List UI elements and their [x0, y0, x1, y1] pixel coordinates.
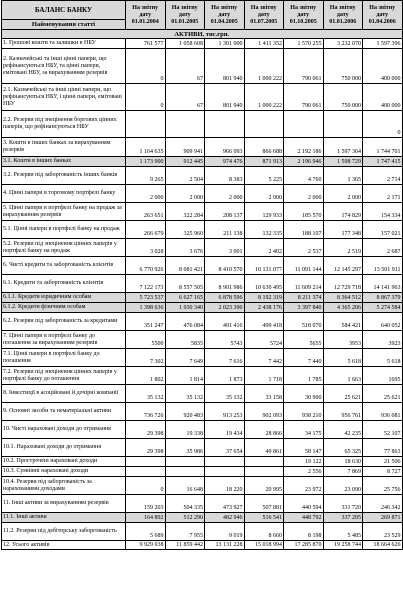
cell-value: 37 654 [205, 439, 245, 457]
column-header: На звітну дату 01.04.2005 [205, 1, 245, 30]
cell-value: 640 052 [363, 313, 403, 331]
cell-value: 5 225 [244, 167, 284, 185]
table-row [2, 49, 403, 84]
cell-value: 5835 [165, 331, 205, 349]
cell-value: 7 122 173 [126, 275, 166, 293]
table-row [2, 221, 403, 239]
table-title: БАЛАНС БАНКУ [2, 1, 126, 20]
cell-value: 25 621 [363, 385, 403, 403]
cell-value: 801 940 [205, 84, 245, 111]
cell-value: 7 616 [205, 349, 245, 367]
cell-value: 5724 [244, 331, 284, 349]
cell-value: 512 290 [165, 513, 205, 523]
cell-value: 1 398 636 [126, 303, 166, 313]
table-row [2, 157, 403, 167]
cell-value: 5 274 584 [363, 303, 403, 313]
cell-value [244, 457, 284, 467]
table-row [2, 138, 403, 157]
row-label: 7. Цінні папери в портфелі банку до погашення за вирахуванням резервів [2, 331, 126, 349]
cell-value [165, 467, 205, 477]
cell-value: 3 232 070 [323, 39, 363, 49]
header-row [2, 1, 403, 20]
cell-value: 920 483 [165, 403, 205, 421]
cell-value: 1 000 222 [244, 84, 284, 111]
cell-value: 2 556 [284, 467, 324, 477]
section-title: АКТИВИ, тис.грн. [2, 30, 403, 39]
cell-value: 909 941 [165, 138, 205, 157]
cell-value: 3 397 840 [284, 303, 324, 313]
cell-value: 8 867 379 [363, 293, 403, 303]
cell-value: 1 411 352 [244, 39, 284, 49]
table-subtitle: Найменування статті [2, 20, 126, 30]
row-label: 3.1. Кошти в інших банках [2, 157, 126, 167]
row-label: 2.1. Казначейські та інші цінні папери, що рефінансуються НБУ, і цінні папери, емітовані НБУ [2, 84, 126, 111]
cell-value [205, 457, 245, 467]
cell-value: 938 210 [284, 403, 324, 421]
cell-value [126, 457, 166, 467]
cell-value: 18 220 [205, 477, 245, 495]
cell-value: 491 416 [205, 313, 245, 331]
cell-value: 1 173 900 [126, 157, 166, 167]
cell-value: 504 335 [165, 495, 205, 513]
table-row [2, 257, 403, 275]
row-label: 10. Чисті нараховані доходи до отримання [2, 421, 126, 439]
cell-value: 1 873 [205, 367, 245, 385]
cell-value: 801 940 [205, 49, 245, 84]
cell-value: 1 814 [165, 367, 205, 385]
cell-value: 1 597 396 [363, 39, 403, 49]
cell-value: 1 747 415 [363, 157, 403, 167]
cell-value: 174 829 [323, 203, 363, 221]
cell-value: 3953 [323, 331, 363, 349]
cell-value: 25 621 [323, 385, 363, 403]
cell-value: 7 869 [323, 467, 363, 477]
cell-value: 132 335 [244, 221, 284, 239]
cell-value: 8 557 505 [165, 275, 205, 293]
cell-value: 185 570 [284, 203, 324, 221]
cell-value: 1695 [363, 367, 403, 385]
cell-value: 400 000 [363, 49, 403, 84]
cell-value: 1 930 340 [165, 303, 205, 313]
cell-value: 750 000 [323, 84, 363, 111]
cell-value: 516 541 [244, 513, 284, 523]
cell-value: 507 881 [244, 495, 284, 513]
cell-value: 14 141 963 [363, 275, 403, 293]
cell-value: 400 000 [363, 84, 403, 111]
row-label: 11.1. Інші активи [2, 513, 126, 523]
cell-value: 12 145 297 [323, 257, 363, 275]
table-row [2, 313, 403, 331]
row-label: 6. Чисті кредити та заборгованість клієнтів [2, 257, 126, 275]
row-label: 6.2. Резерви під заборгованість за кредитами [2, 313, 126, 331]
cell-value: 11 609 214 [284, 275, 324, 293]
table-row [2, 477, 403, 495]
row-label: 7.1. Цінні папери в портфелі банку до погашення [2, 349, 126, 367]
row-label: 4. Цінні папери в торговому портфелі банку [2, 185, 126, 203]
cell-value: 2 519 [323, 239, 363, 257]
cell-value: 35 132 [205, 385, 245, 403]
cell-value: 208 137 [205, 203, 245, 221]
table-row [2, 239, 403, 257]
cell-value: 5 485 [323, 523, 363, 541]
cell-value [126, 111, 166, 138]
cell-value: 8 383 [205, 167, 245, 185]
cell-value: 2 000 [323, 185, 363, 203]
cell-value: 211 138 [205, 221, 245, 239]
cell-value: 19 338 [165, 421, 205, 439]
cell-value: 482 946 [205, 513, 245, 523]
cell-value: 6 627 165 [165, 293, 205, 303]
cell-value: 77 863 [363, 439, 403, 457]
cell-value: 7 442 [244, 349, 284, 367]
balance-table [1, 0, 403, 550]
cell-value: 1 598 729 [323, 157, 363, 167]
cell-value: 337 205 [323, 513, 363, 523]
cell-value: 23 090 [323, 477, 363, 495]
cell-value: 1 000 222 [244, 49, 284, 84]
cell-value [165, 457, 205, 467]
row-label: 10.2. Прострочені нараховані доходи [2, 457, 126, 467]
cell-value: 5655 [284, 331, 324, 349]
cell-value: 159 203 [126, 495, 166, 513]
table-row [2, 39, 403, 49]
cell-value: 7 649 [165, 349, 205, 367]
table-row [2, 167, 403, 185]
cell-value: 2 000 [126, 185, 166, 203]
row-label: 5.2. Резерви під знецінення цінних паперів у портфелі банку на продаж [2, 239, 126, 257]
cell-value: 9 929 038 [126, 541, 166, 550]
cell-value [205, 467, 245, 477]
cell-value: 2 537 [284, 239, 324, 257]
cell-value: 16 648 [165, 477, 205, 495]
cell-value: 1 744 701 [363, 138, 403, 157]
cell-value: 1 718 [244, 367, 284, 385]
cell-value: 476 084 [165, 313, 205, 331]
table-row [2, 523, 403, 541]
cell-value: 448 792 [284, 513, 324, 523]
cell-value [244, 467, 284, 477]
cell-value: 2 171 [363, 185, 403, 203]
cell-value: 351 247 [126, 313, 166, 331]
cell-value: 9 019 [205, 523, 245, 541]
column-header: На звітну дату 01.07.2005 [244, 1, 284, 30]
cell-value: 3 028 [126, 239, 166, 257]
section-row [2, 30, 403, 39]
cell-value: 263 651 [126, 203, 166, 221]
cell-value: 2 000 [244, 185, 284, 203]
row-label: 10.1. Нараховані доходи до отримання [2, 439, 126, 457]
cell-value: 35 986 [165, 439, 205, 457]
cell-value [205, 111, 245, 138]
cell-value: 5 689 [126, 523, 166, 541]
cell-value: 10 131 077 [244, 257, 284, 275]
cell-value: 2 023 390 [205, 303, 245, 313]
cell-value: 19 434 [205, 421, 245, 439]
table-row [2, 293, 403, 303]
cell-value: 5743 [205, 331, 245, 349]
cell-value: 7 955 [165, 523, 205, 541]
cell-value: 129 933 [244, 203, 284, 221]
cell-value: 499 418 [244, 313, 284, 331]
cell-value: 1 301 000 [205, 39, 245, 49]
cell-value: 2 714 [363, 167, 403, 185]
cell-value: 6 878 596 [205, 293, 245, 303]
cell-value: 188 107 [284, 221, 324, 239]
cell-value: 58 147 [284, 439, 324, 457]
cell-value: 18 630 [323, 457, 363, 467]
cell-value: 7 302 [126, 349, 166, 367]
cell-value: 52 107 [363, 421, 403, 439]
cell-value: 19 258 744 [323, 541, 363, 550]
cell-value: 34 175 [284, 421, 324, 439]
cell-value [126, 467, 166, 477]
table-row [2, 331, 403, 349]
cell-value: 902 093 [244, 403, 284, 421]
row-label: 5.1. Цінні папери в портфелі банку на продаж [2, 221, 126, 239]
cell-value: 761 577 [126, 39, 166, 49]
cell-value: 8 901 986 [205, 275, 245, 293]
cell-value: 29 398 [126, 439, 166, 457]
cell-value: 9 265 [126, 167, 166, 185]
row-label: 10.3. Сумнівні нараховані доходи [2, 467, 126, 477]
cell-value: 736 726 [126, 403, 166, 421]
row-label: 5. Цінні папери в портфелі банку на продаж за вирахуванням резервів [2, 203, 126, 221]
cell-value: 11 859 442 [165, 541, 205, 550]
row-label: 2. Казначейські та інші цінні папери, що рефінансуються НБУ, та цінні папери, емітовані НБУ, за вирахуванням резервів [2, 49, 126, 84]
cell-value [244, 111, 284, 138]
cell-value: 20 995 [244, 477, 284, 495]
cell-value: 912 445 [165, 157, 205, 167]
cell-value: 473 927 [205, 495, 245, 513]
cell-value: 5500 [126, 331, 166, 349]
table-row [2, 421, 403, 439]
cell-value: 8 198 [284, 523, 324, 541]
table-row [2, 185, 403, 203]
cell-value: 913 253 [205, 403, 245, 421]
cell-value: 4 365 206 [323, 303, 363, 313]
cell-value: 750 000 [323, 49, 363, 84]
cell-value: 2 504 [165, 167, 205, 185]
cell-value: 790 061 [284, 49, 324, 84]
table-row [2, 457, 403, 467]
cell-value: 6 770 926 [126, 257, 166, 275]
cell-value: 584 421 [323, 313, 363, 331]
cell-value: 23 972 [284, 477, 324, 495]
row-label: 12. Усього активів [2, 541, 126, 550]
cell-value: 5 618 [363, 349, 403, 367]
cell-value: 8 364 512 [323, 293, 363, 303]
cell-value: 15 018 994 [244, 541, 284, 550]
cell-value: 1 058 608 [165, 39, 205, 49]
table-row [2, 513, 403, 523]
column-header: На звітну дату 01.01.2005 [165, 1, 205, 30]
table-row [2, 467, 403, 477]
cell-value [284, 111, 324, 138]
row-label: 11.2. Резерви під дебіторську заборгованість [2, 523, 126, 541]
table-row [2, 349, 403, 367]
cell-value: 871 913 [244, 157, 284, 167]
cell-value: 13 131 228 [205, 541, 245, 550]
column-header: На звітну дату 01.04.2006 [363, 1, 403, 30]
cell-value: 19 122 [284, 457, 324, 467]
cell-value: 2 000 [284, 185, 324, 203]
cell-value: 331 720 [323, 495, 363, 513]
column-header: На звітну дату 01.01.2004 [126, 1, 166, 30]
table-row [2, 367, 403, 385]
table-row [2, 84, 403, 111]
cell-value: 322 284 [165, 203, 205, 221]
cell-value: 2 402 [244, 239, 284, 257]
table-row [2, 275, 403, 293]
cell-value: 2 196 946 [284, 157, 324, 167]
row-label: 6.1.1. Кредити юридичним особам [2, 293, 126, 303]
cell-value: 35 132 [126, 385, 166, 403]
row-label: 1. Грошові кошти та залишки в НБУ [2, 39, 126, 49]
cell-value: 3 676 [165, 239, 205, 257]
cell-value: 30 900 [284, 385, 324, 403]
cell-value: 12 729 718 [323, 275, 363, 293]
cell-value: 7 440 [284, 349, 324, 367]
cell-value: 1 164 635 [126, 138, 166, 157]
cell-value: 269 871 [363, 513, 403, 523]
cell-value: 2 192 186 [284, 138, 324, 157]
row-label: 9. Основні засоби та нематеріальні активи [2, 403, 126, 421]
cell-value: 866 688 [244, 138, 284, 157]
cell-value: 1 802 [126, 367, 166, 385]
cell-value: 18 664 626 [363, 541, 403, 550]
cell-value: 974 476 [205, 157, 245, 167]
row-label: 11. Інші активи за вирахуванням резервів [2, 495, 126, 513]
cell-value: 65 325 [323, 439, 363, 457]
column-header: На звітну дату 01.10.2005 [284, 1, 324, 30]
cell-value: 49 861 [244, 439, 284, 457]
column-header: На звітну дату 01.01.2006 [323, 1, 363, 30]
row-label: 3. Кошти в інших банках за вирахуванням резервів [2, 138, 126, 157]
cell-value: 35 132 [165, 385, 205, 403]
row-label: 3.2. Резерви під заборгованість інших банків [2, 167, 126, 185]
cell-value: 956 761 [323, 403, 363, 421]
cell-value: 2 438 176 [244, 303, 284, 313]
cell-value: 0 [126, 49, 166, 84]
cell-value: 0 [126, 84, 166, 111]
cell-value: 28 866 [244, 421, 284, 439]
cell-value: 2 000 [165, 185, 205, 203]
cell-value: 67 [165, 84, 205, 111]
cell-value: 8 211 374 [284, 293, 324, 303]
table-row [2, 303, 403, 313]
cell-value: 8 727 [363, 467, 403, 477]
cell-value: 440 594 [284, 495, 324, 513]
cell-value: 8 410 570 [205, 257, 245, 275]
cell-value: 13 501 911 [363, 257, 403, 275]
row-label: 7.2. Резерви під знецінення цінних паперів у портфелі банку до погашення [2, 367, 126, 385]
cell-value: 67 [165, 49, 205, 84]
cell-value: 325 960 [165, 221, 205, 239]
cell-value [323, 111, 363, 138]
row-label: 6.1. Кредити та заборгованість клієнтів [2, 275, 126, 293]
cell-value: 0 [363, 111, 403, 138]
table-row [2, 403, 403, 421]
row-label: 2.2. Резерви під знецінення боргових цінних паперів, що рефінансуються НБУ [2, 111, 126, 138]
cell-value: 518 070 [284, 313, 324, 331]
row-label: 10.4. Резерви під заборгованість за нарахованими доходами [2, 477, 126, 495]
cell-value: 1 785 [284, 367, 324, 385]
table-row [2, 439, 403, 457]
cell-value: 29 398 [126, 421, 166, 439]
cell-value: 1 570 255 [284, 39, 324, 49]
cell-value: 0 [126, 477, 166, 495]
cell-value [165, 111, 205, 138]
cell-value: 246 342 [363, 495, 403, 513]
table-body [2, 39, 403, 550]
cell-value: 154 334 [363, 203, 403, 221]
cell-value: 790 061 [284, 84, 324, 111]
cell-value: 23 529 [363, 523, 403, 541]
row-label: 6.1.2. Кредити фізичним особам [2, 303, 126, 313]
row-label: 8. Інвестиції в асоційовані й дочірні компанії [2, 385, 126, 403]
table-row [2, 385, 403, 403]
cell-value: 266 679 [126, 221, 166, 239]
table-row [2, 111, 403, 138]
cell-value: 8 660 [244, 523, 284, 541]
table-row [2, 541, 403, 550]
cell-value: 21 506 [363, 457, 403, 467]
cell-value: 1 365 [323, 167, 363, 185]
cell-value: 33 158 [244, 385, 284, 403]
cell-value: 1 597 364 [323, 138, 363, 157]
table-row [2, 495, 403, 513]
cell-value: 5 723 537 [126, 293, 166, 303]
cell-value: 25 756 [363, 477, 403, 495]
cell-value: 17 285 870 [284, 541, 324, 550]
cell-value: 966 093 [205, 138, 245, 157]
cell-value: 10 630 495 [244, 275, 284, 293]
cell-value: 8 192 319 [244, 293, 284, 303]
cell-value: 164 892 [126, 513, 166, 523]
cell-value: 1 663 [323, 367, 363, 385]
cell-value: 42 235 [323, 421, 363, 439]
cell-value: 2 687 [363, 239, 403, 257]
cell-value: 177 348 [323, 221, 363, 239]
cell-value: 3 001 [205, 239, 245, 257]
cell-value: 8 081 421 [165, 257, 205, 275]
cell-value: 5 618 [323, 349, 363, 367]
cell-value: 2 000 [205, 185, 245, 203]
cell-value: 3923 [363, 331, 403, 349]
cell-value: 11 091 144 [284, 257, 324, 275]
cell-value: 157 021 [363, 221, 403, 239]
table-row [2, 203, 403, 221]
cell-value: 4 760 [284, 167, 324, 185]
cell-value: 936 081 [363, 403, 403, 421]
